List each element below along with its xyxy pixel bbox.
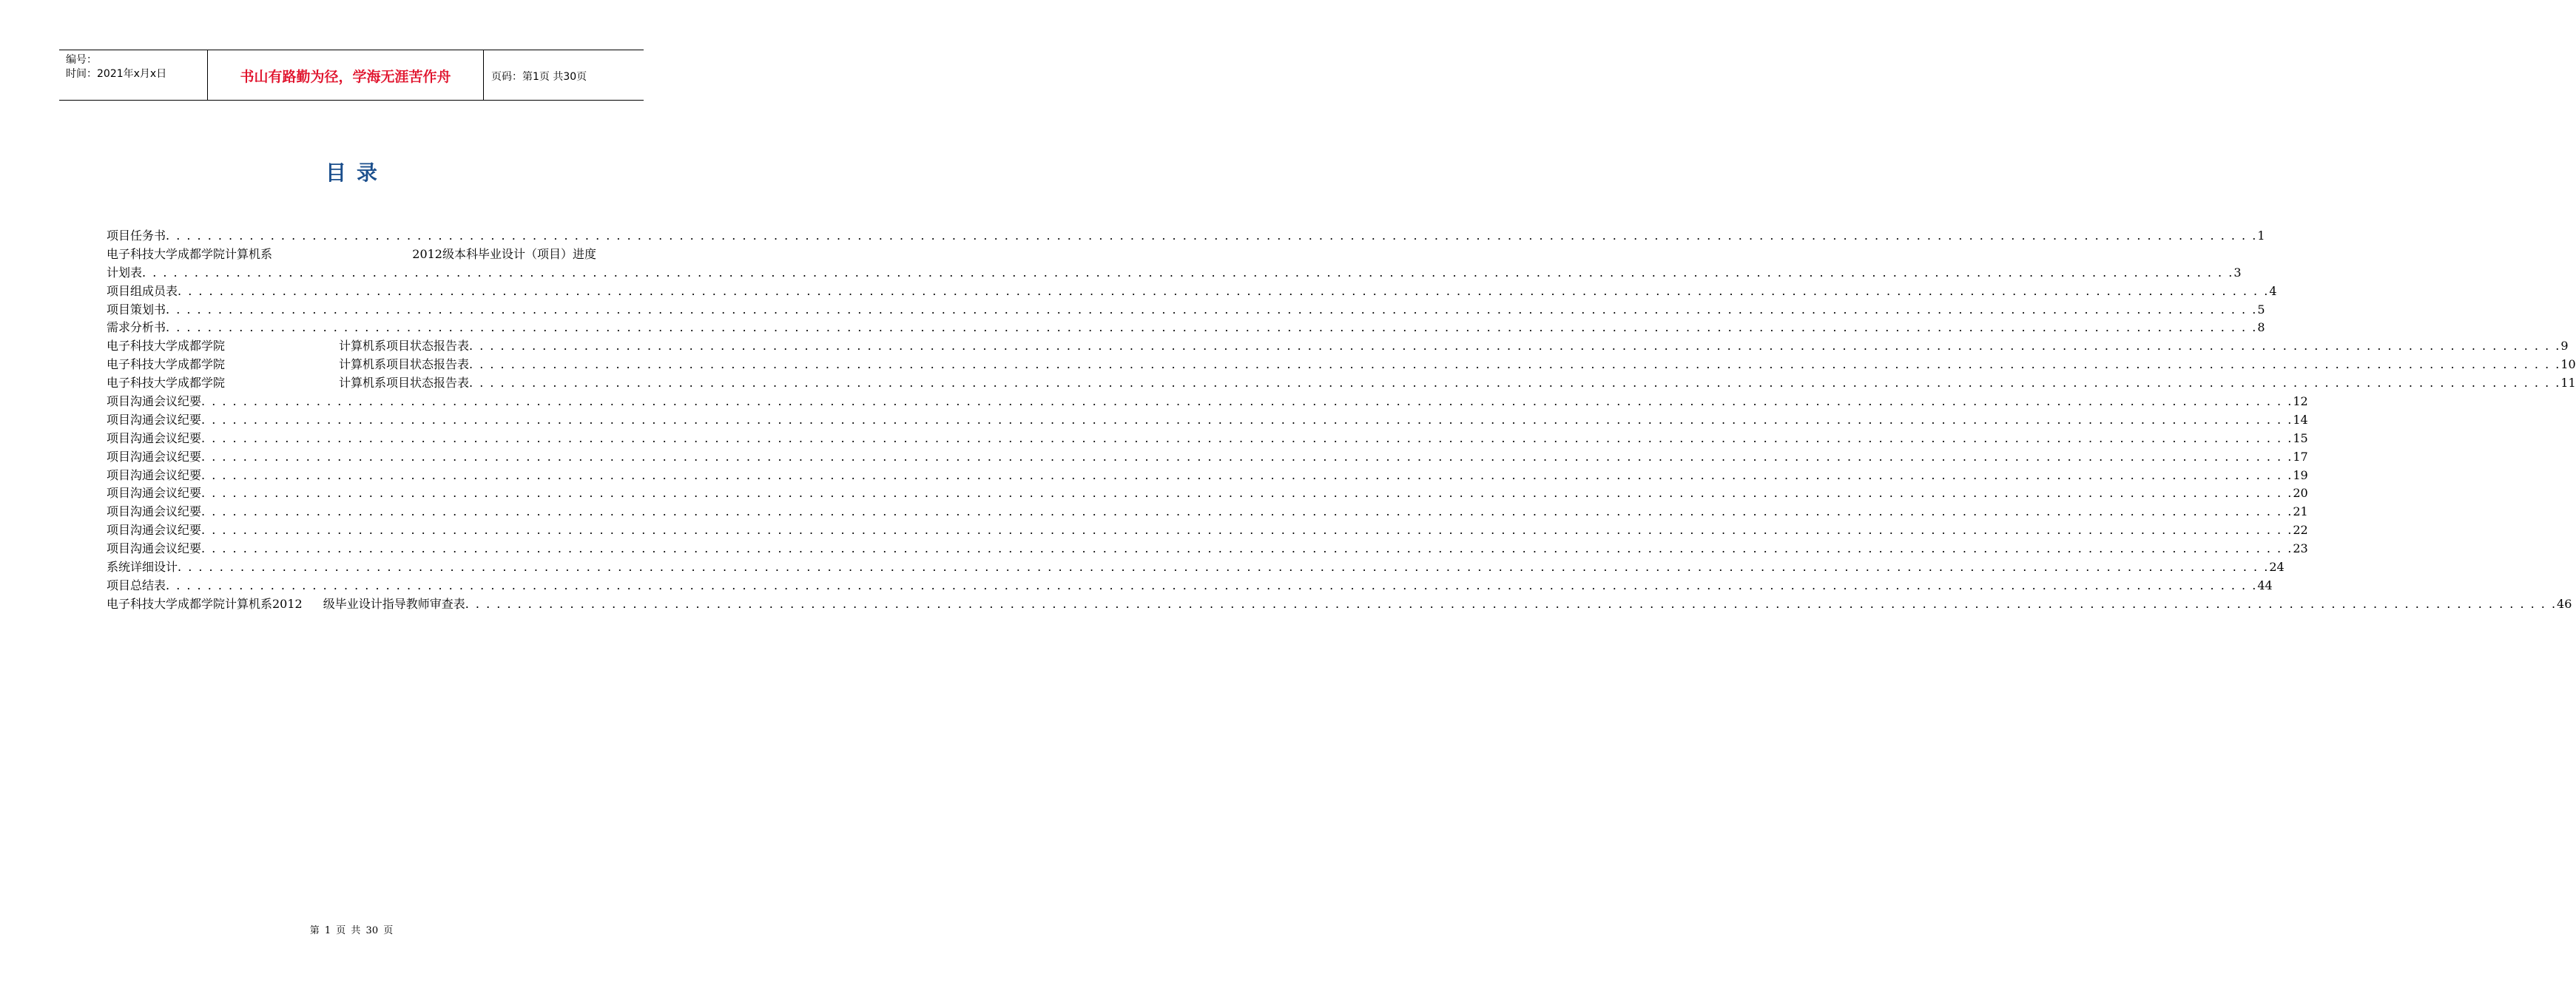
toc-entry-title: 系统详细设计 xyxy=(107,560,178,575)
header-page-info: 页码：第1页 共30页 xyxy=(491,70,587,83)
toc-leader-dots: . . . . . . . . . . . . . . . . . . . . . . . . . . . . . . . . . . . . . . . . . . . . . . . . . . . . . . . . . . . . . . . . . . . . . . . . . . . . . . . . . . . . . . . . . . . . . . . . . . . . . . . . . . . . . . . . . . . . . . . . . . . . . . . . . . . . . . . . . . . . . . . . . . . . . . . . . . . . . . . . . . . . . . . . . . . . . . . . . . . . . . . . . . . . . . . . . . . . . . . . xyxy=(201,486,2293,501)
table-of-contents xyxy=(107,227,2576,614)
toc-page-number: 9 xyxy=(2560,339,2569,354)
toc-leader-dots: . . . . . . . . . . . . . . . . . . . . . . . . . . . . . . . . . . . . . . . . . . . . . . . . . . . . . . . . . . . . . . . . . . . . . . . . . . . . . . . . . . . . . . . . . . . . . . . . . . . . . . . . . . . . . . . . . . . . . . . . . . . . . . . . . . . . . . . . . . . . . . . . . . . . . . . . . . . . . . . . . . . . . . . . . . . . . . . . . . . . . . . . . . . . . . . . . . . . . . . . xyxy=(166,578,2258,592)
toc-entry-title: 项目任务书 xyxy=(107,229,166,243)
toc-entry-title: 电子科技大学成都学院 xyxy=(107,339,226,354)
toc-entry[interactable] xyxy=(107,283,2277,301)
toc-page-number: 5 xyxy=(2257,302,2265,317)
toc-leader-dots: . . . . . . . . . . . . . . . . . . . . . . . . . . . . . . . . . . . . . . . . . . . . . . . . . . . . . . . . . . . . . . . . . . . . . . . . . . . . . . . . . . . . . . . . . . . . . . . . . . . . . . . . . . . . . . . . . . . . . . . . . . . . . . . . . . . . . . . . . . . . . . . . . . . . . . . . . . . . . . . . . . . . . . . . . . . . . . . . . . . . . . . . . . . . . . . . . . . . . . . . xyxy=(465,596,2558,611)
header-date: 时间：2021年x月x日 xyxy=(66,68,167,80)
toc-entry[interactable] xyxy=(107,411,2308,430)
toc-leader-dots: . . . . . . . . . . . . . . . . . . . . . . . . . . . . . . . . . . . . . . . . . . . . . . . . . . . . . . . . . . . . . . . . . . . . . . . . . . . . . . . . . . . . . . . . . . . . . . . . . . . . . . . . . . . . . . . . . . . . . . . . . . . . . . . . . . . . . . . . . . . . . . . . . . . . . . . . . . . . . . . . . . . . . . . . . . . . . . . . . . . . . . . . . . . . . . . . . . . . . . . . xyxy=(166,320,2258,335)
toc-entry[interactable] xyxy=(107,430,2308,448)
toc-entry[interactable] xyxy=(107,246,596,264)
toc-page-number: 12 xyxy=(2293,394,2308,409)
toc-leader-dots: . . . . . . . . . . . . . . . . . . . . . . . . . . . . . . . . . . . . . . . . . . . . . . . . . . . . . . . . . . . . . . . . . . . . . . . . . . . . . . . . . . . . . . . . . . . . . . . . . . . . . . . . . . . . . . . . . . . . . . . . . . . . . . . . . . . . . . . . . . . . . . . . . . . . . . . . . . . . . . . . . . . . . . . . . . . . . . . . . . . . . . . . . . . . . . . . . . . . . . . . xyxy=(178,283,2270,298)
toc-leader-dots: . . . . . . . . . . . . . . . . . . . . . . . . . . . . . . . . . . . . . . . . . . . . . . . . . . . . . . . . . . . . . . . . . . . . . . . . . . . . . . . . . . . . . . . . . . . . . . . . . . . . . . . . . . . . . . . . . . . . . . . . . . . . . . . . . . . . . . . . . . . . . . . . . . . . . . . . . . . . . . . . . . . . . . . . . . . . . . . . . . . . . . . . . . . . . . . . . . . . . . . . xyxy=(201,523,2293,538)
toc-entry-title: 项目总结表 xyxy=(107,578,166,592)
toc-leader-dots: . . . . . . . . . . . . . . . . . . . . . . . . . . . . . . . . . . . . . . . . . . . . . . . . . . . . . . . . . . . . . . . . . . . . . . . . . . . . . . . . . . . . . . . . . . . . . . . . . . . . . . . . . . . . . . . . . . . . . . . . . . . . . . . . . . . . . . . . . . . . . . . . . . . . . . . . . . . . . . . . . . . . . . . . . . . . . . . . . . . . . . . . . . . . . . . . . . . . . . . . xyxy=(178,560,2270,575)
toc-entry[interactable] xyxy=(107,356,2576,374)
toc-entry-title: 项目沟通会议纪要 xyxy=(107,467,202,482)
toc-entry-title: 电子科技大学成都学院计算机系 xyxy=(107,246,273,261)
toc-entry-title: 项目沟通会议纪要 xyxy=(107,523,202,538)
toc-leader-dots: . . . . . . . . . . . . . . . . . . . . . . . . . . . . . . . . . . . . . . . . . . . . . . . . . . . . . . . . . . . . . . . . . . . . . . . . . . . . . . . . . . . . . . . . . . . . . . . . . . . . . . . . . . . . . . . . . . . . . . . . . . . . . . . . . . . . . . . . . . . . . . . . . . . . . . . . . . . . . . . . . . . . . . . . . . . . . . . . . . . . . . . . . . . . . . . . . . . . . . . . xyxy=(142,265,2234,280)
toc-page-number: 24 xyxy=(2269,560,2285,575)
toc-page-number: 44 xyxy=(2257,578,2273,592)
toc-page-number: 4 xyxy=(2269,283,2277,298)
toc-leader-dots: . . . . . . . . . . . . . . . . . . . . . . . . . . . . . . . . . . . . . . . . . . . . . . . . . . . . . . . . . . . . . . . . . . . . . . . . . . . . . . . . . . . . . . . . . . . . . . . . . . . . . . . . . . . . . . . . . . . . . . . . . . . . . . . . . . . . . . . . . . . . . . . . . . . . . . . . . . . . . . . . . . . . . . . . . . . . . . . . . . . . . . . . . . . . . . . . . . . . . . . . xyxy=(469,376,2561,390)
toc-page-number: 20 xyxy=(2293,486,2308,501)
toc-entry[interactable] xyxy=(107,337,2569,356)
toc-page-number: 21 xyxy=(2293,504,2308,519)
toc-entry[interactable] xyxy=(107,227,2265,246)
toc-page-number: 19 xyxy=(2293,467,2308,482)
toc-leader-dots: . . . . . . . . . . . . . . . . . . . . . . . . . . . . . . . . . . . . . . . . . . . . . . . . . . . . . . . . . . . . . . . . . . . . . . . . . . . . . . . . . . . . . . . . . . . . . . . . . . . . . . . . . . . . . . . . . . . . . . . . . . . . . . . . . . . . . . . . . . . . . . . . . . . . . . . . . . . . . . . . . . . . . . . . . . . . . . . . . . . . . . . . . . . . . . . . . . . . . . . . xyxy=(201,504,2293,519)
toc-page-number: 10 xyxy=(2560,357,2576,372)
toc-leader-dots: . . . . . . . . . . . . . . . . . . . . . . . . . . . . . . . . . . . . . . . . . . . . . . . . . . . . . . . . . . . . . . . . . . . . . . . . . . . . . . . . . . . . . . . . . . . . . . . . . . . . . . . . . . . . . . . . . . . . . . . . . . . . . . . . . . . . . . . . . . . . . . . . . . . . . . . . . . . . . . . . . . . . . . . . . . . . . . . . . . . . . . . . . . . . . . . . . . . . . . . . xyxy=(469,339,2561,354)
toc-page-number: 15 xyxy=(2293,430,2308,445)
toc-entry-subtitle: 级毕业设计指导教师审查表 xyxy=(323,596,465,611)
toc-entry-title: 需求分析书 xyxy=(107,320,166,335)
page-footer: 第 1 页 共 30 页 xyxy=(309,925,394,936)
toc-page-number: 1 xyxy=(2257,229,2265,243)
toc-leader-dots: . . . . . . . . . . . . . . . . . . . . . . . . . . . . . . . . . . . . . . . . . . . . . . . . . . . . . . . . . . . . . . . . . . . . . . . . . . . . . . . . . . . . . . . . . . . . . . . . . . . . . . . . . . . . . . . . . . . . . . . . . . . . . . . . . . . . . . . . . . . . . . . . . . . . . . . . . . . . . . . . . . . . . . . . . . . . . . . . . . . . . . . . . . . . . . . . . . . . . . . . xyxy=(201,449,2293,464)
toc-entry[interactable] xyxy=(107,595,2572,614)
toc-entry[interactable] xyxy=(107,393,2308,411)
toc-page-number: 8 xyxy=(2257,320,2265,335)
header-number: 编号： xyxy=(66,54,97,66)
toc-entry-title: 项目沟通会议纪要 xyxy=(107,504,202,519)
toc-page-number: 14 xyxy=(2293,412,2308,427)
toc-entry[interactable] xyxy=(107,374,2576,393)
toc-entry[interactable] xyxy=(107,448,2308,467)
toc-entry-title: 项目策划书 xyxy=(107,302,166,317)
toc-page-number: 22 xyxy=(2293,523,2308,538)
toc-entry-subtitle: 计算机系项目状态报告表 xyxy=(339,357,470,372)
toc-entry-title: 电子科技大学成都学院 xyxy=(107,376,226,390)
header-meta xyxy=(59,50,208,100)
toc-entry-title-continued: 2012级本科毕业设计（项目）进度 xyxy=(412,246,596,261)
toc-page-number: 3 xyxy=(2233,265,2242,280)
toc-entry[interactable] xyxy=(107,484,2308,503)
toc-leader-dots: . . . . . . . . . . . . . . . . . . . . . . . . . . . . . . . . . . . . . . . . . . . . . . . . . . . . . . . . . . . . . . . . . . . . . . . . . . . . . . . . . . . . . . . . . . . . . . . . . . . . . . . . . . . . . . . . . . . . . . . . . . . . . . . . . . . . . . . . . . . . . . . . . . . . . . . . . . . . . . . . . . . . . . . . . . . . . . . . . . . . . . . . . . . . . . . . . . . . . . . . xyxy=(469,357,2561,372)
toc-entry-title: 项目沟通会议纪要 xyxy=(107,541,202,556)
header-motto: 书山有路勤为径，学海无涯苦作舟 xyxy=(208,50,484,100)
toc-leader-dots: . . . . . . . . . . . . . . . . . . . . . . . . . . . . . . . . . . . . . . . . . . . . . . . . . . . . . . . . . . . . . . . . . . . . . . . . . . . . . . . . . . . . . . . . . . . . . . . . . . . . . . . . . . . . . . . . . . . . . . . . . . . . . . . . . . . . . . . . . . . . . . . . . . . . . . . . . . . . . . . . . . . . . . . . . . . . . . . . . . . . . . . . . . . . . . . . . . . . . . . . xyxy=(166,229,2258,243)
toc-entry[interactable] xyxy=(107,467,2308,485)
toc-page-number: 17 xyxy=(2293,449,2308,464)
toc-page-number: 46 xyxy=(2557,596,2572,611)
toc-entry-title: 电子科技大学成都学院 xyxy=(107,357,226,372)
toc-leader-dots: . . . . . . . . . . . . . . . . . . . . . . . . . . . . . . . . . . . . . . . . . . . . . . . . . . . . . . . . . . . . . . . . . . . . . . . . . . . . . . . . . . . . . . . . . . . . . . . . . . . . . . . . . . . . . . . . . . . . . . . . . . . . . . . . . . . . . . . . . . . . . . . . . . . . . . . . . . . . . . . . . . . . . . . . . . . . . . . . . . . . . . . . . . . . . . . . . . . . . . . . xyxy=(166,302,2258,317)
toc-entry[interactable] xyxy=(107,521,2308,540)
toc-leader-dots: . . . . . . . . . . . . . . . . . . . . . . . . . . . . . . . . . . . . . . . . . . . . . . . . . . . . . . . . . . . . . . . . . . . . . . . . . . . . . . . . . . . . . . . . . . . . . . . . . . . . . . . . . . . . . . . . . . . . . . . . . . . . . . . . . . . . . . . . . . . . . . . . . . . . . . . . . . . . . . . . . . . . . . . . . . . . . . . . . . . . . . . . . . . . . . . . . . . . . . . . xyxy=(201,541,2293,556)
toc-entry-title: 计划表 xyxy=(107,265,143,280)
toc-entry-title: 项目组成员表 xyxy=(107,283,178,298)
toc-entry[interactable] xyxy=(107,540,2308,558)
toc-entry[interactable] xyxy=(107,577,2273,595)
toc-entry-title: 项目沟通会议纪要 xyxy=(107,394,202,409)
toc-entry[interactable] xyxy=(107,301,2265,320)
toc-entry-title: 项目沟通会议纪要 xyxy=(107,449,202,464)
toc-leader-dots: . . . . . . . . . . . . . . . . . . . . . . . . . . . . . . . . . . . . . . . . . . . . . . . . . . . . . . . . . . . . . . . . . . . . . . . . . . . . . . . . . . . . . . . . . . . . . . . . . . . . . . . . . . . . . . . . . . . . . . . . . . . . . . . . . . . . . . . . . . . . . . . . . . . . . . . . . . . . . . . . . . . . . . . . . . . . . . . . . . . . . . . . . . . . . . . . . . . . . . . . xyxy=(201,430,2293,445)
toc-page-number: 23 xyxy=(2293,541,2308,556)
toc-leader-dots: . . . . . . . . . . . . . . . . . . . . . . . . . . . . . . . . . . . . . . . . . . . . . . . . . . . . . . . . . . . . . . . . . . . . . . . . . . . . . . . . . . . . . . . . . . . . . . . . . . . . . . . . . . . . . . . . . . . . . . . . . . . . . . . . . . . . . . . . . . . . . . . . . . . . . . . . . . . . . . . . . . . . . . . . . . . . . . . . . . . . . . . . . . . . . . . . . . . . . . . . xyxy=(201,394,2293,409)
page-header xyxy=(59,50,644,101)
toc-entry-title: 电子科技大学成都学院计算机系2012 xyxy=(107,596,303,611)
toc-entry-title: 项目沟通会议纪要 xyxy=(107,486,202,501)
toc-leader-dots: . . . . . . . . . . . . . . . . . . . . . . . . . . . . . . . . . . . . . . . . . . . . . . . . . . . . . . . . . . . . . . . . . . . . . . . . . . . . . . . . . . . . . . . . . . . . . . . . . . . . . . . . . . . . . . . . . . . . . . . . . . . . . . . . . . . . . . . . . . . . . . . . . . . . . . . . . . . . . . . . . . . . . . . . . . . . . . . . . . . . . . . . . . . . . . . . . . . . . . . . xyxy=(201,467,2293,482)
toc-entry-title: 项目沟通会议纪要 xyxy=(107,412,202,427)
toc-entry[interactable] xyxy=(107,558,2285,577)
page-title: 目录 xyxy=(325,160,388,185)
toc-entry[interactable] xyxy=(107,319,2265,337)
toc-leader-dots: . . . . . . . . . . . . . . . . . . . . . . . . . . . . . . . . . . . . . . . . . . . . . . . . . . . . . . . . . . . . . . . . . . . . . . . . . . . . . . . . . . . . . . . . . . . . . . . . . . . . . . . . . . . . . . . . . . . . . . . . . . . . . . . . . . . . . . . . . . . . . . . . . . . . . . . . . . . . . . . . . . . . . . . . . . . . . . . . . . . . . . . . . . . . . . . . . . . . . . . . xyxy=(201,412,2293,427)
toc-page-number: 11 xyxy=(2560,376,2576,390)
toc-entry[interactable] xyxy=(107,264,2242,283)
toc-entry-subtitle: 计算机系项目状态报告表 xyxy=(339,339,470,354)
toc-entry[interactable] xyxy=(107,503,2308,521)
toc-entry-subtitle: 计算机系项目状态报告表 xyxy=(339,376,470,390)
toc-entry-title: 项目沟通会议纪要 xyxy=(107,430,202,445)
